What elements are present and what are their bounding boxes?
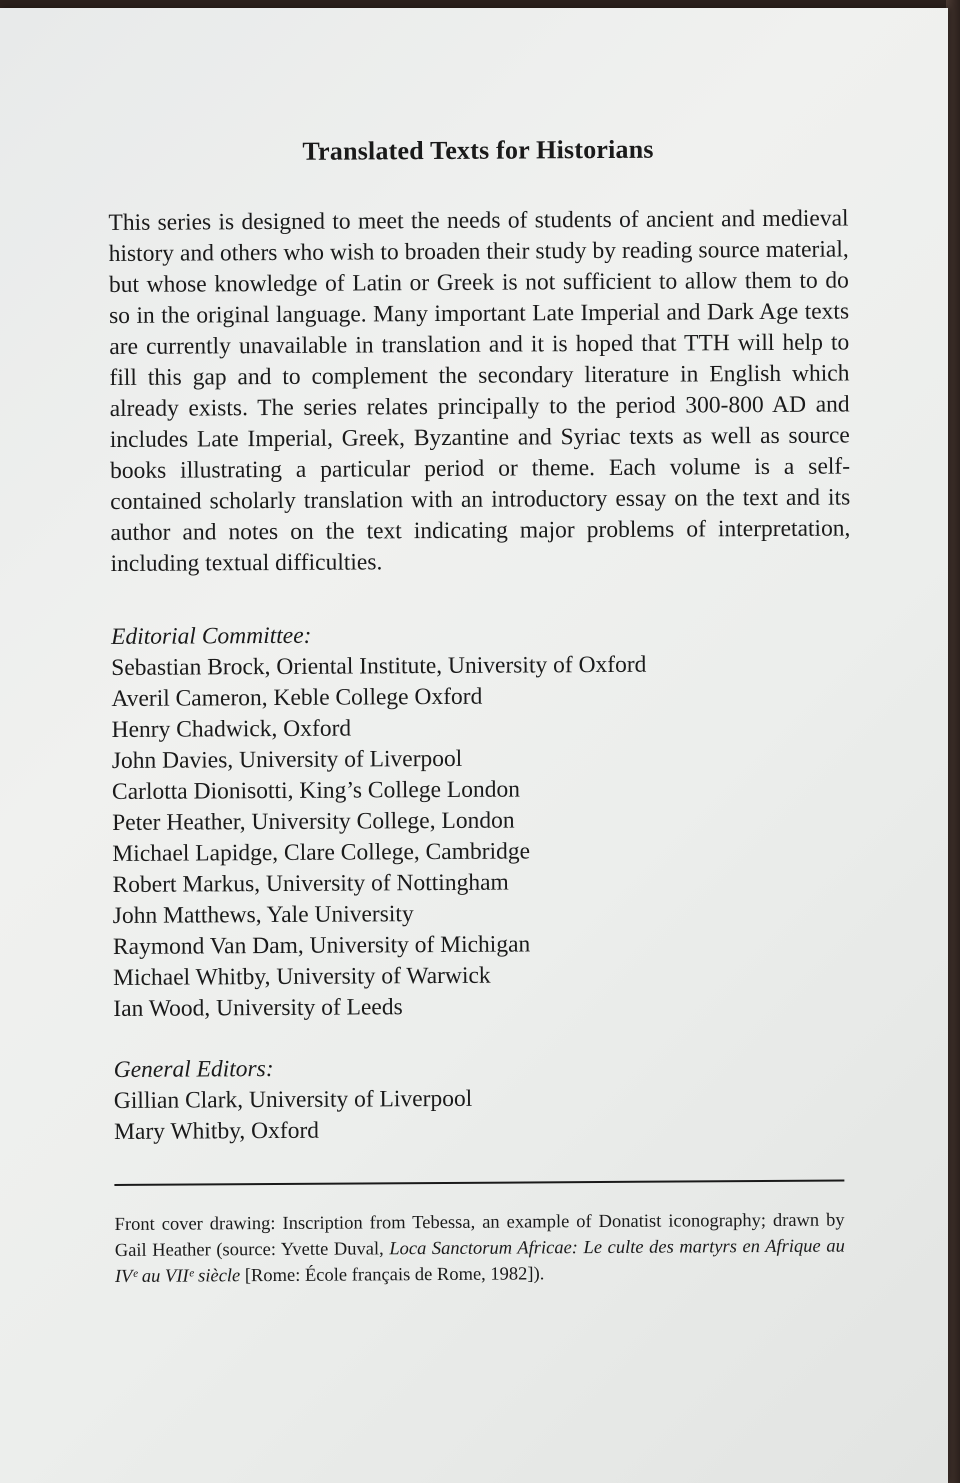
committee-member: Ian Wood, University of Leeds bbox=[113, 994, 403, 1022]
general-editors-heading: General Editors: bbox=[113, 1056, 274, 1083]
cover-note-publisher: [Rome: École français de Rome, 1982]). bbox=[240, 1264, 545, 1287]
committee-member: Averil Cameron, Keble College Oxford bbox=[111, 683, 483, 712]
general-editors bbox=[114, 1050, 855, 1148]
committee-member: Henry Chadwick, Oxford bbox=[111, 715, 352, 743]
series-description: This series is designed to meet the needs of students of ancient and medieval history and others who wish to broaden their study by reading source material, but whose knowledge of Latin or Greek is not sufficient to allow them to do so in the original language. Many important Late Imperial and Dark Age texts are currently unavailable in translation and it is hoped that TTH will help to fill this gap and to complement the secondary literature in English which already exists. The series relates principally to the period 300-800 AD and includes Late Imperial, Greek, Byzantine and Syriac texts as well as source books illustrating a particular period or theme. Each volume is a self-contained scholarly translation with an introductory essay on the text and its author and notes on the text indicating major problems of interpretation, including textual difficulties. bbox=[108, 205, 851, 577]
committee-member: Peter Heather, University College, London bbox=[112, 807, 515, 836]
general-editor: Mary Whitby, Oxford bbox=[113, 1117, 320, 1145]
series-title: Translated Texts for Historians bbox=[302, 134, 654, 166]
cover-drawing-note bbox=[115, 1208, 845, 1290]
committee-member: Raymond Van Dam, University of Michigan bbox=[112, 931, 531, 960]
committee-member: John Davies, University of Liverpool bbox=[111, 745, 463, 774]
committee-member: Carlotta Dionisotti, King’s College London bbox=[111, 776, 521, 805]
cover-note-source-title: Loca Sanctorum Africae: Le culte des martyrs en Afrique au IVᵉ au VIIᵉ siècle bbox=[114, 1236, 845, 1287]
general-editor: Gillian Clark, University of Liverpool bbox=[113, 1085, 473, 1114]
committee-member: Michael Whitby, University of Warwick bbox=[113, 962, 491, 991]
committee-member: John Matthews, Yale University bbox=[112, 901, 414, 929]
divider-rule bbox=[114, 1180, 844, 1186]
editorial-committee-heading: Editorial Committee: bbox=[110, 622, 312, 650]
cover-note-text: Front cover drawing: Inscription from Tebessa, an example of Donatist iconography; drawn by Gail Heather (source: Yvette Duval, bbox=[114, 1210, 845, 1261]
committee-member: Michael Lapidge, Clare College, Cambridge bbox=[112, 838, 531, 867]
editorial-committee bbox=[111, 617, 853, 1025]
book-page bbox=[0, 8, 948, 1483]
committee-member: Robert Markus, University of Nottingham bbox=[112, 869, 509, 898]
background-right bbox=[946, 0, 960, 1483]
committee-member: Sebastian Brock, Oriental Institute, University of Oxford bbox=[111, 651, 647, 681]
page-content bbox=[108, 133, 855, 1289]
